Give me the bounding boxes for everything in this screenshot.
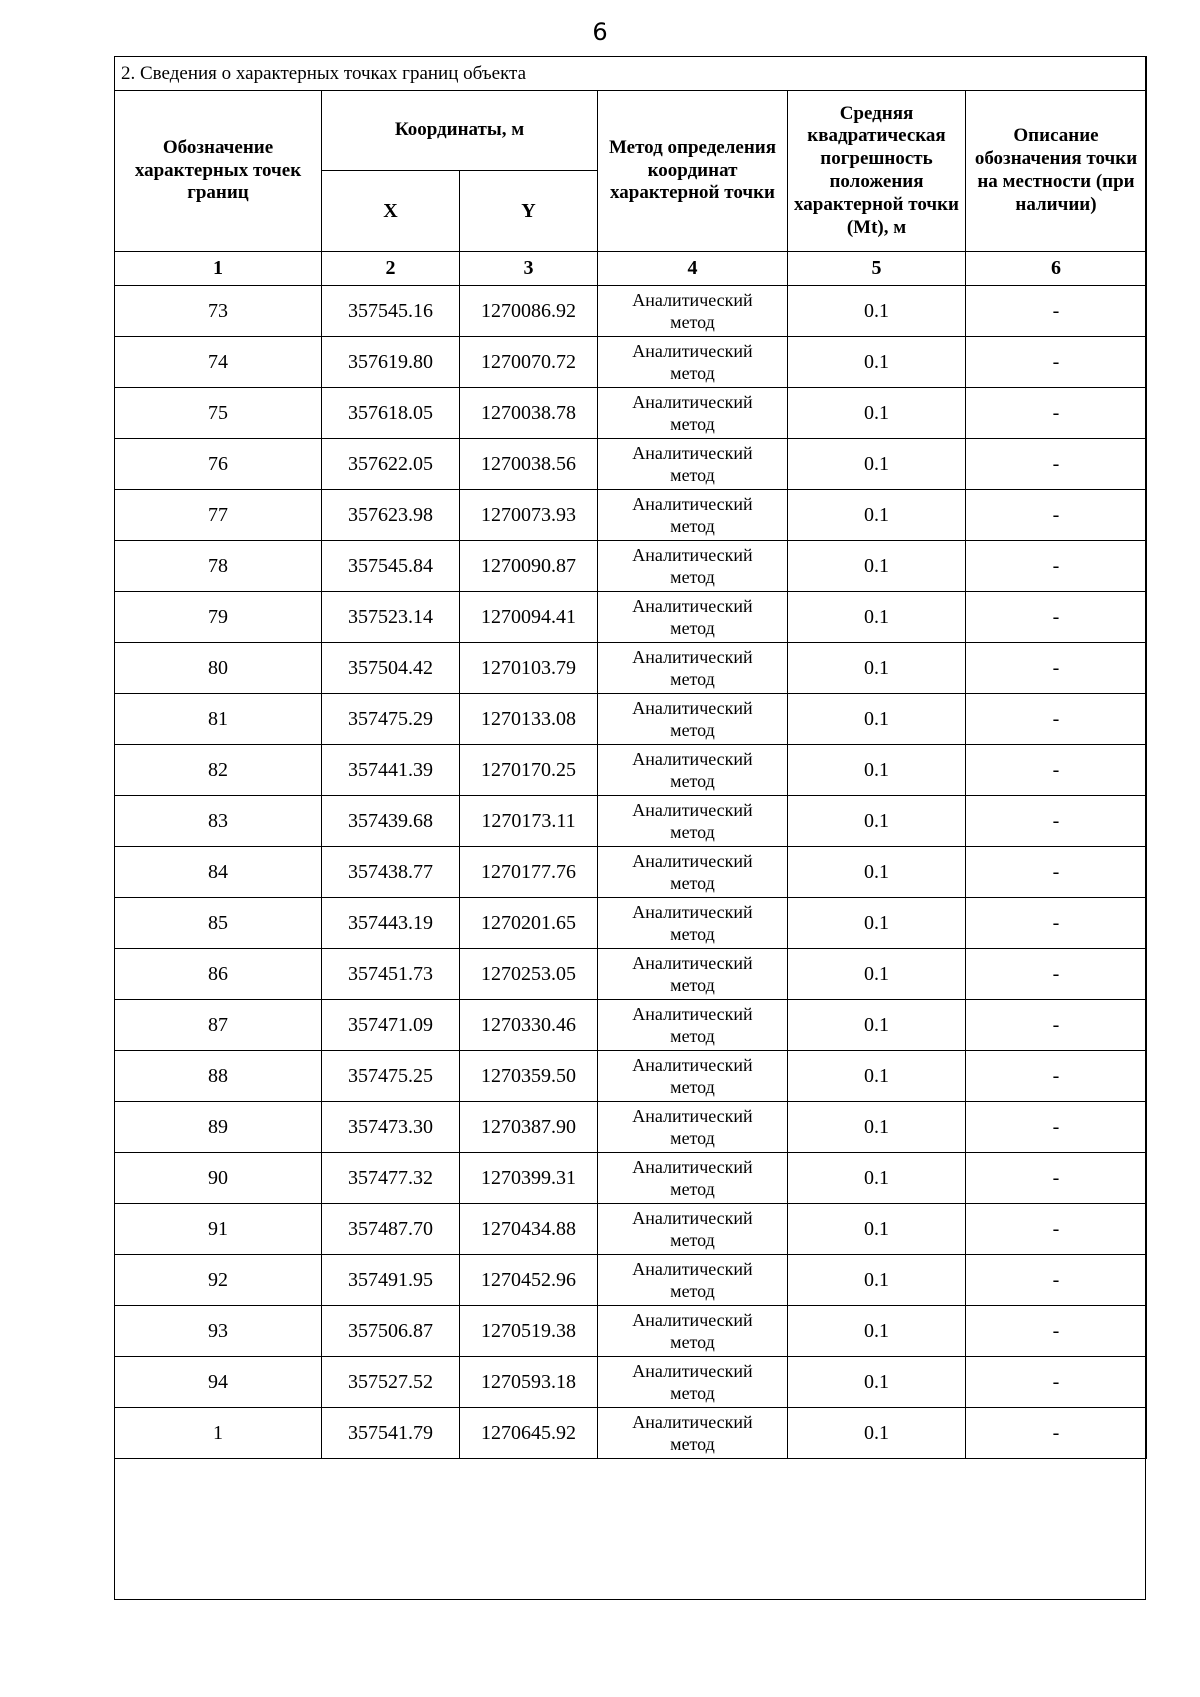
method-cell bbox=[598, 1204, 788, 1255]
description-cell: - bbox=[966, 643, 1147, 694]
method-line-1: Аналитический bbox=[632, 544, 753, 565]
method-cell bbox=[598, 490, 788, 541]
y-coordinate-cell: 1270399.31 bbox=[460, 1153, 598, 1204]
point-id-cell: 84 bbox=[115, 847, 322, 898]
description-cell: - bbox=[966, 1306, 1147, 1357]
column-number: 4 bbox=[598, 252, 788, 286]
table-row bbox=[115, 1255, 1147, 1306]
y-coordinate-cell: 1270452.96 bbox=[460, 1255, 598, 1306]
table-row bbox=[115, 1000, 1147, 1051]
y-coordinate-cell: 1270090.87 bbox=[460, 541, 598, 592]
point-id-cell: 1 bbox=[115, 1408, 322, 1459]
method-cell bbox=[598, 745, 788, 796]
description-cell: - bbox=[966, 286, 1147, 337]
header-point: Обозначение характерных точек границ bbox=[115, 91, 322, 252]
x-coordinate-cell: 357623.98 bbox=[322, 490, 460, 541]
description-cell: - bbox=[966, 1357, 1147, 1408]
method-cell bbox=[598, 898, 788, 949]
method-line-2: метод bbox=[670, 567, 715, 587]
x-coordinate-cell: 357622.05 bbox=[322, 439, 460, 490]
error-cell: 0.1 bbox=[788, 643, 966, 694]
method-line-1: Аналитический bbox=[632, 289, 753, 310]
table-row bbox=[115, 490, 1147, 541]
error-cell: 0.1 bbox=[788, 1357, 966, 1408]
method-cell bbox=[598, 337, 788, 388]
point-id-cell: 85 bbox=[115, 898, 322, 949]
method-line-2: метод bbox=[670, 1383, 715, 1403]
y-coordinate-cell: 1270103.79 bbox=[460, 643, 598, 694]
x-coordinate-cell: 357475.25 bbox=[322, 1051, 460, 1102]
error-cell: 0.1 bbox=[788, 490, 966, 541]
method-line-1: Аналитический bbox=[632, 799, 753, 820]
method-cell bbox=[598, 1102, 788, 1153]
method-cell bbox=[598, 1357, 788, 1408]
method-line-2: метод bbox=[670, 414, 715, 434]
method-cell bbox=[598, 643, 788, 694]
table-row bbox=[115, 694, 1147, 745]
x-coordinate-cell: 357506.87 bbox=[322, 1306, 460, 1357]
method-line-2: метод bbox=[670, 1281, 715, 1301]
column-number: 3 bbox=[460, 252, 598, 286]
method-line-2: метод bbox=[670, 465, 715, 485]
x-coordinate-cell: 357441.39 bbox=[322, 745, 460, 796]
table-row bbox=[115, 1153, 1147, 1204]
error-cell: 0.1 bbox=[788, 745, 966, 796]
description-cell: - bbox=[966, 1408, 1147, 1459]
method-line-1: Аналитический bbox=[632, 901, 753, 922]
description-cell: - bbox=[966, 490, 1147, 541]
method-cell bbox=[598, 1408, 788, 1459]
description-cell: - bbox=[966, 1051, 1147, 1102]
description-cell: - bbox=[966, 1102, 1147, 1153]
header-coords: Координаты, м bbox=[322, 91, 598, 171]
method-cell bbox=[598, 1153, 788, 1204]
method-line-1: Аналитический bbox=[632, 952, 753, 973]
description-cell: - bbox=[966, 1000, 1147, 1051]
method-line-1: Аналитический bbox=[632, 1411, 753, 1432]
method-cell bbox=[598, 847, 788, 898]
method-line-2: метод bbox=[670, 1332, 715, 1352]
point-id-cell: 93 bbox=[115, 1306, 322, 1357]
method-cell bbox=[598, 286, 788, 337]
point-id-cell: 76 bbox=[115, 439, 322, 490]
description-cell: - bbox=[966, 592, 1147, 643]
x-coordinate-cell: 357491.95 bbox=[322, 1255, 460, 1306]
x-coordinate-cell: 357527.52 bbox=[322, 1357, 460, 1408]
y-coordinate-cell: 1270387.90 bbox=[460, 1102, 598, 1153]
error-cell: 0.1 bbox=[788, 1255, 966, 1306]
table-row bbox=[115, 439, 1147, 490]
table-row bbox=[115, 592, 1147, 643]
method-cell bbox=[598, 439, 788, 490]
description-cell: - bbox=[966, 847, 1147, 898]
method-line-2: метод bbox=[670, 1230, 715, 1250]
error-cell: 0.1 bbox=[788, 439, 966, 490]
x-coordinate-cell: 357545.16 bbox=[322, 286, 460, 337]
error-cell: 0.1 bbox=[788, 286, 966, 337]
y-coordinate-cell: 1270038.56 bbox=[460, 439, 598, 490]
x-coordinate-cell: 357487.70 bbox=[322, 1204, 460, 1255]
table-row bbox=[115, 898, 1147, 949]
point-id-cell: 94 bbox=[115, 1357, 322, 1408]
method-cell bbox=[598, 1051, 788, 1102]
y-coordinate-cell: 1270173.11 bbox=[460, 796, 598, 847]
description-cell: - bbox=[966, 949, 1147, 1000]
point-id-cell: 88 bbox=[115, 1051, 322, 1102]
table-body bbox=[115, 286, 1147, 1459]
table-row bbox=[115, 745, 1147, 796]
column-number: 5 bbox=[788, 252, 966, 286]
y-coordinate-cell: 1270645.92 bbox=[460, 1408, 598, 1459]
section-title: 2. Сведения о характерных точках границ объекта bbox=[115, 57, 1147, 91]
x-coordinate-cell: 357438.77 bbox=[322, 847, 460, 898]
table-row bbox=[115, 1051, 1147, 1102]
error-cell: 0.1 bbox=[788, 694, 966, 745]
point-id-cell: 81 bbox=[115, 694, 322, 745]
column-numbers-row bbox=[115, 252, 1147, 286]
method-line-1: Аналитический bbox=[632, 1054, 753, 1075]
header-method: Метод определения координат характерной точки bbox=[598, 91, 788, 252]
header-description: Описание обозначения точки на местности (при наличии) bbox=[966, 91, 1147, 252]
method-cell bbox=[598, 1306, 788, 1357]
point-id-cell: 89 bbox=[115, 1102, 322, 1153]
error-cell: 0.1 bbox=[788, 1408, 966, 1459]
x-coordinate-cell: 357545.84 bbox=[322, 541, 460, 592]
point-id-cell: 78 bbox=[115, 541, 322, 592]
method-line-2: метод bbox=[670, 1128, 715, 1148]
method-line-2: метод bbox=[670, 1434, 715, 1454]
point-id-cell: 80 bbox=[115, 643, 322, 694]
y-coordinate-cell: 1270359.50 bbox=[460, 1051, 598, 1102]
method-line-1: Аналитический bbox=[632, 1309, 753, 1330]
point-id-cell: 83 bbox=[115, 796, 322, 847]
y-coordinate-cell: 1270253.05 bbox=[460, 949, 598, 1000]
method-line-2: метод bbox=[670, 618, 715, 638]
description-cell: - bbox=[966, 745, 1147, 796]
description-cell: - bbox=[966, 337, 1147, 388]
x-coordinate-cell: 357504.42 bbox=[322, 643, 460, 694]
table-row bbox=[115, 1408, 1147, 1459]
x-coordinate-cell: 357443.19 bbox=[322, 898, 460, 949]
description-cell: - bbox=[966, 388, 1147, 439]
x-coordinate-cell: 357619.80 bbox=[322, 337, 460, 388]
method-line-1: Аналитический bbox=[632, 1156, 753, 1177]
header-y: Y bbox=[460, 171, 598, 252]
description-cell: - bbox=[966, 796, 1147, 847]
boundary-points-table bbox=[114, 56, 1147, 1459]
x-coordinate-cell: 357475.29 bbox=[322, 694, 460, 745]
method-line-2: метод bbox=[670, 975, 715, 995]
method-cell bbox=[598, 694, 788, 745]
x-coordinate-cell: 357477.32 bbox=[322, 1153, 460, 1204]
table-row bbox=[115, 643, 1147, 694]
y-coordinate-cell: 1270094.41 bbox=[460, 592, 598, 643]
point-id-cell: 91 bbox=[115, 1204, 322, 1255]
method-line-1: Аналитический bbox=[632, 493, 753, 514]
table-row bbox=[115, 949, 1147, 1000]
point-id-cell: 74 bbox=[115, 337, 322, 388]
method-line-2: метод bbox=[670, 516, 715, 536]
method-line-2: метод bbox=[670, 1077, 715, 1097]
y-coordinate-cell: 1270073.93 bbox=[460, 490, 598, 541]
point-id-cell: 73 bbox=[115, 286, 322, 337]
table-row bbox=[115, 796, 1147, 847]
description-cell: - bbox=[966, 694, 1147, 745]
method-cell bbox=[598, 1255, 788, 1306]
y-coordinate-cell: 1270170.25 bbox=[460, 745, 598, 796]
y-coordinate-cell: 1270201.65 bbox=[460, 898, 598, 949]
method-cell bbox=[598, 592, 788, 643]
method-line-2: метод bbox=[670, 771, 715, 791]
method-line-1: Аналитический bbox=[632, 340, 753, 361]
error-cell: 0.1 bbox=[788, 337, 966, 388]
method-cell bbox=[598, 388, 788, 439]
method-line-1: Аналитический bbox=[632, 697, 753, 718]
header-error: Средняя квадратическая погрешность положения характерной точки (Mt), м bbox=[788, 91, 966, 252]
table-row bbox=[115, 541, 1147, 592]
x-coordinate-cell: 357439.68 bbox=[322, 796, 460, 847]
header-x: X bbox=[322, 171, 460, 252]
point-id-cell: 92 bbox=[115, 1255, 322, 1306]
point-id-cell: 87 bbox=[115, 1000, 322, 1051]
method-cell bbox=[598, 949, 788, 1000]
table-row bbox=[115, 388, 1147, 439]
method-cell bbox=[598, 1000, 788, 1051]
point-id-cell: 82 bbox=[115, 745, 322, 796]
method-line-2: метод bbox=[670, 924, 715, 944]
error-cell: 0.1 bbox=[788, 1102, 966, 1153]
table-row bbox=[115, 286, 1147, 337]
description-cell: - bbox=[966, 541, 1147, 592]
description-cell: - bbox=[966, 1153, 1147, 1204]
x-coordinate-cell: 357473.30 bbox=[322, 1102, 460, 1153]
method-line-1: Аналитический bbox=[632, 1105, 753, 1126]
column-number: 1 bbox=[115, 252, 322, 286]
method-line-1: Аналитический bbox=[632, 748, 753, 769]
error-cell: 0.1 bbox=[788, 541, 966, 592]
method-line-2: метод bbox=[670, 312, 715, 332]
description-cell: - bbox=[966, 1255, 1147, 1306]
y-coordinate-cell: 1270330.46 bbox=[460, 1000, 598, 1051]
error-cell: 0.1 bbox=[788, 796, 966, 847]
method-cell bbox=[598, 541, 788, 592]
error-cell: 0.1 bbox=[788, 1000, 966, 1051]
method-line-1: Аналитический bbox=[632, 1360, 753, 1381]
table-row bbox=[115, 1204, 1147, 1255]
method-line-1: Аналитический bbox=[632, 1258, 753, 1279]
column-number: 2 bbox=[322, 252, 460, 286]
y-coordinate-cell: 1270038.78 bbox=[460, 388, 598, 439]
table-row bbox=[115, 1102, 1147, 1153]
y-coordinate-cell: 1270070.72 bbox=[460, 337, 598, 388]
error-cell: 0.1 bbox=[788, 1204, 966, 1255]
error-cell: 0.1 bbox=[788, 1306, 966, 1357]
x-coordinate-cell: 357451.73 bbox=[322, 949, 460, 1000]
method-line-2: метод bbox=[670, 1179, 715, 1199]
x-coordinate-cell: 357618.05 bbox=[322, 388, 460, 439]
point-id-cell: 79 bbox=[115, 592, 322, 643]
error-cell: 0.1 bbox=[788, 592, 966, 643]
method-line-1: Аналитический bbox=[632, 595, 753, 616]
error-cell: 0.1 bbox=[788, 388, 966, 439]
table-row bbox=[115, 1306, 1147, 1357]
point-id-cell: 86 bbox=[115, 949, 322, 1000]
point-id-cell: 77 bbox=[115, 490, 322, 541]
method-line-2: метод bbox=[670, 720, 715, 740]
x-coordinate-cell: 357541.79 bbox=[322, 1408, 460, 1459]
point-id-cell: 75 bbox=[115, 388, 322, 439]
error-cell: 0.1 bbox=[788, 1153, 966, 1204]
column-number: 6 bbox=[966, 252, 1147, 286]
method-line-2: метод bbox=[670, 822, 715, 842]
method-line-2: метод bbox=[670, 873, 715, 893]
x-coordinate-cell: 357471.09 bbox=[322, 1000, 460, 1051]
description-cell: - bbox=[966, 898, 1147, 949]
y-coordinate-cell: 1270177.76 bbox=[460, 847, 598, 898]
y-coordinate-cell: 1270133.08 bbox=[460, 694, 598, 745]
y-coordinate-cell: 1270434.88 bbox=[460, 1204, 598, 1255]
y-coordinate-cell: 1270519.38 bbox=[460, 1306, 598, 1357]
method-line-1: Аналитический bbox=[632, 1207, 753, 1228]
method-line-1: Аналитический bbox=[632, 391, 753, 412]
method-line-2: метод bbox=[670, 363, 715, 383]
table-row bbox=[115, 847, 1147, 898]
method-line-1: Аналитический bbox=[632, 442, 753, 463]
method-cell bbox=[598, 796, 788, 847]
y-coordinate-cell: 1270086.92 bbox=[460, 286, 598, 337]
method-line-2: метод bbox=[670, 669, 715, 689]
error-cell: 0.1 bbox=[788, 1051, 966, 1102]
x-coordinate-cell: 357523.14 bbox=[322, 592, 460, 643]
description-cell: - bbox=[966, 1204, 1147, 1255]
description-cell: - bbox=[966, 439, 1147, 490]
method-line-1: Аналитический bbox=[632, 1003, 753, 1024]
error-cell: 0.1 bbox=[788, 949, 966, 1000]
page-number: 6 bbox=[592, 18, 608, 46]
table-row bbox=[115, 1357, 1147, 1408]
error-cell: 0.1 bbox=[788, 847, 966, 898]
table-row bbox=[115, 337, 1147, 388]
method-line-1: Аналитический bbox=[632, 646, 753, 667]
method-line-1: Аналитический bbox=[632, 850, 753, 871]
error-cell: 0.1 bbox=[788, 898, 966, 949]
method-line-2: метод bbox=[670, 1026, 715, 1046]
y-coordinate-cell: 1270593.18 bbox=[460, 1357, 598, 1408]
point-id-cell: 90 bbox=[115, 1153, 322, 1204]
